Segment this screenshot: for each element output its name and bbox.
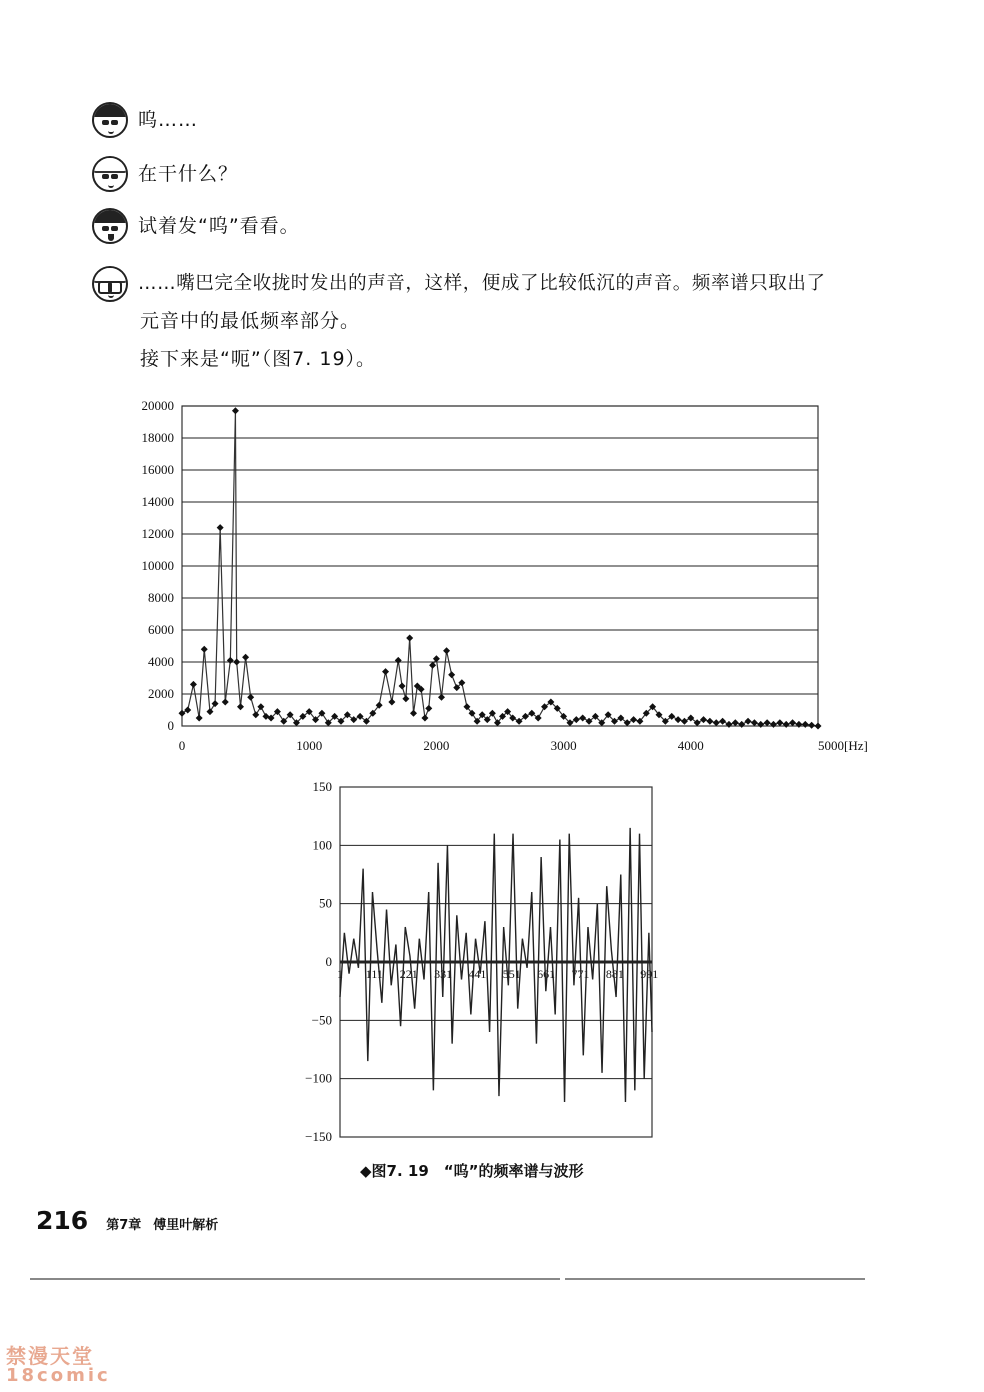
y-tick-label: 16000: [141, 462, 174, 477]
y-tick-label: 150: [312, 779, 332, 794]
data-point: [745, 718, 752, 725]
data-point: [757, 721, 764, 728]
data-point: [808, 722, 815, 729]
dialogue-row-4: [92, 266, 826, 302]
data-point: [217, 524, 224, 531]
data-point: [770, 721, 777, 728]
dialogue-row-3: [92, 208, 300, 244]
data-point: [196, 715, 203, 722]
x-tick-label: 991: [640, 967, 659, 981]
data-point: [227, 657, 234, 664]
data-point: [233, 659, 240, 666]
data-point: [776, 719, 783, 726]
data-point: [206, 708, 213, 715]
bottom-rule: [30, 1278, 560, 1280]
data-point: [706, 718, 713, 725]
y-tick-label: 18000: [141, 430, 174, 445]
dialogue-text: ……嘴巴完全收拢时发出的声音，这样，便成了比较低沉的声音。频率谱只取出了: [138, 273, 826, 294]
data-point: [700, 716, 707, 723]
y-tick-label: 0: [325, 954, 332, 969]
data-point: [764, 719, 771, 726]
girl-light-hair-avatar-icon: [92, 156, 128, 192]
data-point: [448, 671, 455, 678]
paragraph-line: 接下来是“呃”（图7. 19）。: [140, 348, 377, 370]
data-point: [395, 657, 402, 664]
page-footer: [36, 1206, 218, 1235]
data-point: [815, 723, 822, 730]
data-point: [184, 707, 191, 714]
data-point: [201, 646, 208, 653]
data-point: [232, 407, 239, 414]
y-tick-label: 6000: [148, 622, 174, 637]
x-tick-label: 221: [399, 967, 418, 981]
x-tick-label: 3000: [550, 738, 577, 753]
y-tick-label: 20000: [141, 398, 174, 413]
y-tick-label: −100: [305, 1070, 332, 1086]
x-tick-label: 551: [502, 967, 521, 981]
x-tick-label: 4000: [677, 738, 704, 753]
data-point: [725, 721, 732, 728]
data-point: [573, 716, 580, 723]
data-point: [421, 715, 428, 722]
x-tick-label: 441: [468, 967, 487, 981]
x-tick-label: 0: [178, 738, 186, 753]
x-tick-label: 661: [537, 967, 556, 981]
girl-glasses-avatar-icon: [92, 266, 128, 302]
x-tick-label: 881: [605, 967, 624, 981]
girl-smiling-avatar-icon: [92, 208, 128, 244]
data-point: [425, 705, 432, 712]
data-point: [406, 635, 413, 642]
dialogue-text: 试着发“呜”看看。: [138, 215, 300, 237]
data-point: [713, 719, 720, 726]
data-point: [247, 694, 254, 701]
y-tick-label: 4000: [148, 654, 174, 669]
data-point: [382, 668, 389, 675]
data-point: [433, 655, 440, 662]
data-point: [429, 662, 436, 669]
y-tick-label: 100: [312, 837, 332, 853]
data-point: [402, 695, 409, 702]
data-point: [789, 719, 796, 726]
y-tick-label: 10000: [141, 558, 174, 573]
data-point: [438, 694, 445, 701]
y-tick-label: 50: [319, 895, 332, 911]
data-point: [738, 721, 745, 728]
series-line: [182, 411, 818, 726]
data-point: [802, 721, 809, 728]
y-tick-label: 0: [167, 718, 174, 733]
site-watermark: [6, 1346, 111, 1386]
data-point: [212, 700, 219, 707]
page-number: 216: [36, 1206, 89, 1235]
data-point: [681, 718, 688, 725]
data-point: [579, 715, 586, 722]
dialogue-row-1: [92, 102, 198, 138]
x-tick-label: 1000: [296, 738, 323, 753]
x-tick-label: 331: [434, 967, 453, 981]
data-point: [719, 718, 726, 725]
x-tick-label: 2000: [423, 738, 450, 753]
dialogue-text: 在干什么？: [138, 163, 239, 185]
chapter-label: 第7章: [106, 1218, 142, 1233]
data-point: [257, 703, 264, 710]
x-tick-label: 111: [365, 967, 383, 981]
waveform-chart: [0, 775, 984, 1155]
y-tick-label: −150: [305, 1129, 332, 1144]
data-point: [222, 699, 229, 706]
y-tick-label: 8000: [148, 590, 174, 605]
x-tick-label: 1: [337, 967, 343, 981]
girl-dark-hair-avatar-icon: [92, 102, 128, 138]
y-tick-label: 2000: [148, 686, 174, 701]
watermark-line: 18comic: [6, 1365, 111, 1386]
frequency-spectrum-chart: [0, 390, 984, 770]
x-tick-label: 771: [571, 967, 590, 981]
x-tick-label: 5000[Hz]: [818, 738, 868, 753]
data-point: [252, 711, 259, 718]
bottom-rule: [565, 1278, 865, 1280]
data-point: [237, 703, 244, 710]
figure-caption: ◆图7. 19 “呜”的频率谱与波形: [360, 1162, 584, 1180]
data-point: [732, 719, 739, 726]
data-point: [795, 721, 802, 728]
data-point: [783, 721, 790, 728]
y-tick-label: −50: [311, 1012, 332, 1028]
data-point: [190, 681, 197, 688]
data-point: [242, 654, 249, 661]
waveform-line: [340, 828, 652, 1102]
paragraph-line: 元音中的最低频率部分。: [140, 310, 361, 332]
data-point: [443, 647, 450, 654]
dialogue-text: 呜……: [138, 109, 199, 131]
y-tick-label: 12000: [141, 526, 174, 541]
data-point: [630, 716, 637, 723]
data-point: [179, 710, 186, 717]
y-tick-label: 14000: [141, 494, 174, 509]
data-point: [399, 683, 406, 690]
dialogue-row-2: [92, 156, 238, 192]
data-point: [410, 710, 417, 717]
data-point: [675, 716, 682, 723]
data-point: [388, 699, 395, 706]
data-point: [751, 719, 758, 726]
watermark-line: 禁漫天堂: [6, 1344, 94, 1368]
chapter-title: 傅里叶解析: [153, 1218, 219, 1233]
